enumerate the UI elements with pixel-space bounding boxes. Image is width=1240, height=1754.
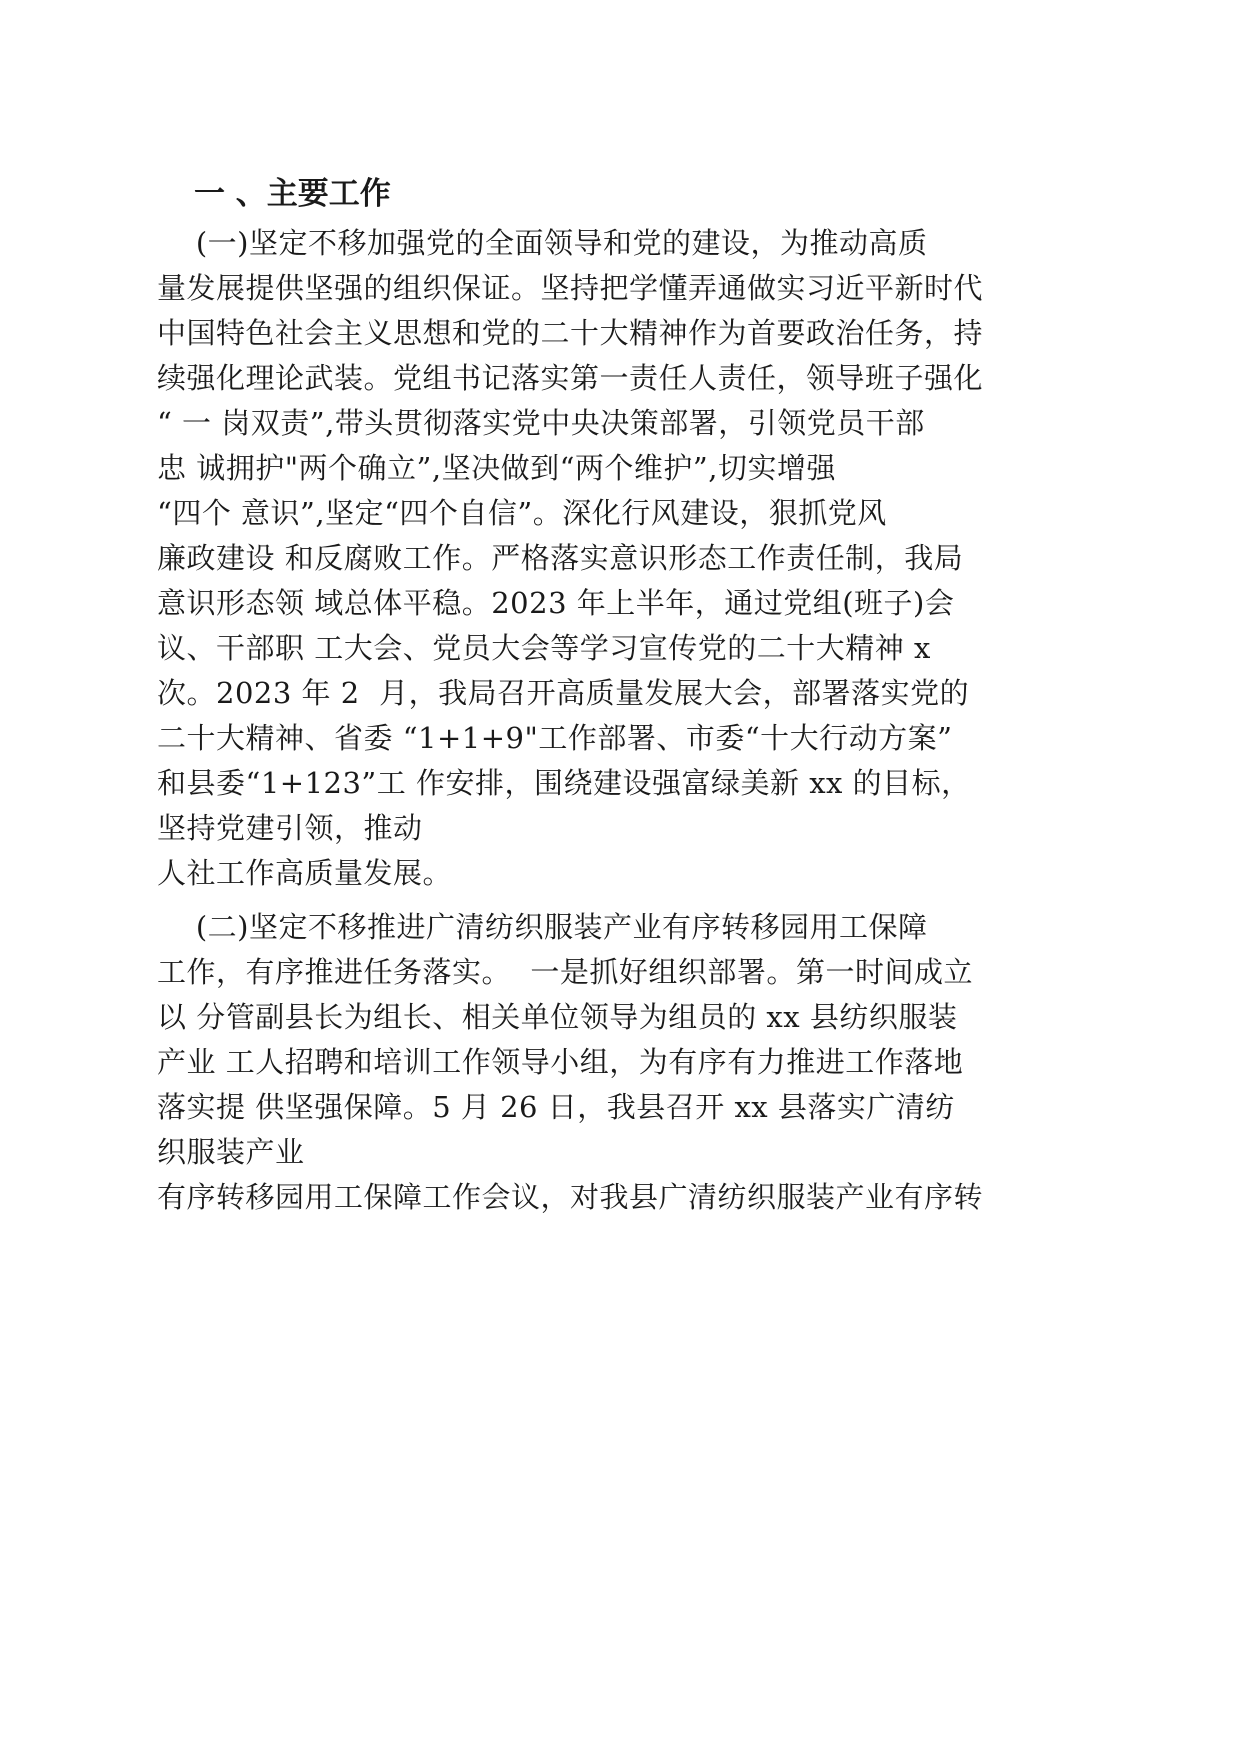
paragraph-line: (二)坚定不移推进广清纺织服装产业有序转移园用工保障 bbox=[157, 910, 928, 944]
paragraph-line: 量发展提供坚强的组织保证。坚持把学懂弄通做实习近平新时代 bbox=[157, 271, 984, 305]
paragraph-line: 议、干部职 工大会、党员大会等学习宣传党的二十大精神 x bbox=[157, 631, 931, 665]
paragraph-line: 意识形态领 域总体平稳。2023 年上半年，通过党组(班子)会 bbox=[157, 586, 955, 620]
paragraph-line: 有序转移园用工保障工作会议，对我县广清纺织服装产业有序转 bbox=[157, 1180, 984, 1214]
paragraph-line: 坚持党建引领，推动 bbox=[157, 811, 423, 845]
paragraph-line: 廉政建设 和反腐败工作。严格落实意识形态工作责任制，我局 bbox=[157, 541, 964, 575]
paragraph-line: 以 分管副县长为组长、相关单位领导为组员的 xx 县纺织服装 bbox=[157, 1000, 958, 1034]
paragraph-line: 产业 工人招聘和培训工作领导小组，为有序有力推进工作落地 bbox=[157, 1045, 964, 1079]
paragraph-line: 织服装产业 bbox=[157, 1135, 305, 1169]
paragraph-line: “四个 意识”,坚定“四个自信”。深化行风建设，狠抓党风 bbox=[157, 496, 887, 530]
paragraph-line: 续强化理论武装。党组书记落实第一责任人责任，领导班子强化 bbox=[157, 361, 984, 395]
paragraph-line: (一)坚定不移加强党的全面领导和党的建设，为推动高质 bbox=[157, 226, 928, 260]
paragraph-line: 二十大精神、省委 “1+1+9"工作部署、市委“十大行动方案” bbox=[157, 721, 953, 755]
paragraph-line: “ 一 岗双责”,带头贯彻落实党中央决策部署，引领党员干部 bbox=[157, 406, 925, 440]
paragraph-line: 忠 诚拥护"两个确立”,坚决做到“两个维护”,切实增强 bbox=[157, 451, 836, 485]
section-heading: 一 、主要工作 bbox=[194, 176, 391, 212]
paragraph-line: 人社工作高质量发展。 bbox=[157, 856, 453, 890]
paragraph-line: 落实提 供坚强保障。5 月 26 日，我县召开 xx 县落实广清纺 bbox=[157, 1090, 955, 1124]
paragraph-line: 中国特色社会主义思想和党的二十大精神作为首要政治任务，持 bbox=[157, 316, 984, 350]
paragraph-line: 和县委“1+123”工 作安排，围绕建设强富绿美新 xx 的目标， bbox=[157, 766, 971, 800]
paragraph-line: 次。2023 年 2 月，我局召开高质量发展大会，部署落实党的 bbox=[157, 676, 970, 710]
paragraph-line: 工作，有序推进任务落实。 一是抓好组织部署。第一时间成立 bbox=[157, 955, 973, 989]
